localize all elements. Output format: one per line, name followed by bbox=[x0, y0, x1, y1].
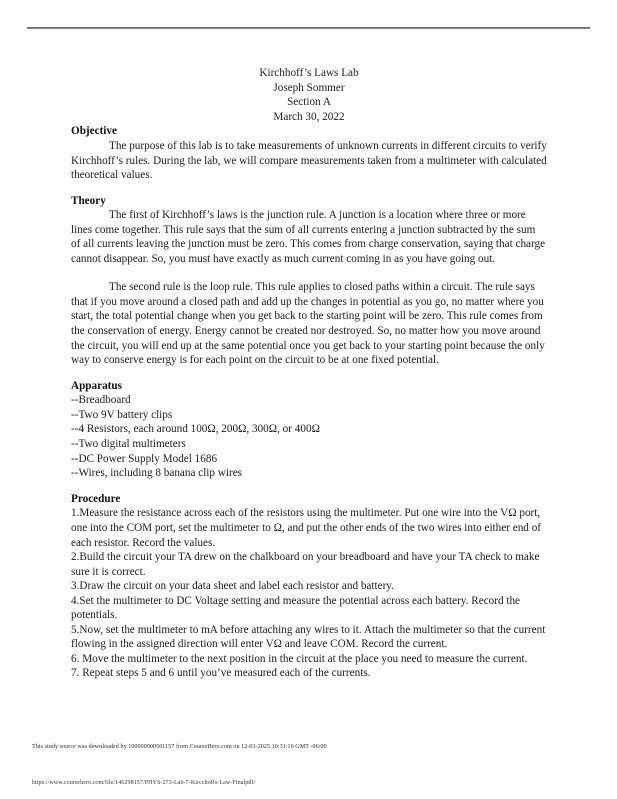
spacer bbox=[71, 368, 547, 379]
list-item: 5.Now, set the multimeter to mA before attaching any wires to it. Attach the multimeter so that the current flowing in the assigned direction will enter VΩ and leave COM. Record the current. bbox=[71, 623, 546, 651]
list-item: --Two digital multimeters bbox=[71, 438, 186, 451]
author-name: Joseph Sommer bbox=[273, 81, 345, 94]
source-url[interactable]: https://www.coursehero.com/file/146298157/PHYS-273-Lab-7-Kircchoffs-Law-Finalpdf/ bbox=[32, 780, 256, 786]
heading-objective: Objective bbox=[71, 125, 117, 138]
list-item: 2.Build the circuit your TA drew on the chalkboard on your breadboard and have your TA check to make sure it is correct. bbox=[71, 551, 540, 578]
procedure-list bbox=[71, 506, 547, 681]
list-item: 7. Repeat steps 5 and 6 until you’ve measured each of the currents. bbox=[71, 667, 371, 680]
page-top-divider bbox=[27, 27, 590, 29]
list-item: 4.Set the multimeter to DC Voltage setting and measure the potential across each battery. Record the potentials. bbox=[71, 594, 521, 622]
theory-paragraph-junction-rule: The first of Kirchhoff’s laws is the junction rule. A junction is a location where three or more lines come together. This rule says that the sum of all currents entering a junction subtracted by the sum of all currents leaving the junction must be zero. This comes from charge conservation, saying that charge cannot disappear. So, you must have exactly as much current coming in as you have going out. bbox=[71, 209, 546, 265]
title-block bbox=[71, 66, 547, 124]
heading-apparatus: Apparatus bbox=[71, 379, 122, 392]
report-date: March 30, 2022 bbox=[273, 110, 345, 123]
document-body bbox=[71, 66, 547, 681]
list-item: --4 Resistors, each around 100Ω, 200Ω, 300Ω, or 400Ω bbox=[71, 423, 320, 436]
lab-title: Kirchhoff’s Laws Lab bbox=[259, 67, 359, 79]
list-item: 1.Measure the resistance across each of the resistors using the multimeter. Put one wire into the VΩ port, one into the COM port, set the multimeter to Ω, and put the other ends of the two wires into either end of each resistor. Record the values. bbox=[71, 507, 542, 549]
list-item: --Wires, including 8 banana clip wires bbox=[71, 467, 243, 480]
theory-paragraph-loop-rule: The second rule is the loop rule. This rule applies to closed paths within a circuit. The rule says that if you move around a closed path and add up the changes in potential as you go, no matter where you start, the total potential change when you get back to the starting point will be zero. This rule comes from the conservation of energy. Energy cannot be created nor destroyed. So, no matter how you move around the circuit, you will end up at the same potential once you get back to your starting point because the only way to conserve energy is for each point on the circuit to be at one fixed potential. bbox=[71, 281, 545, 367]
spacer bbox=[71, 266, 547, 280]
list-item: 6. Move the multimeter to the next position in the circuit at the place you need to measure the current. bbox=[71, 652, 528, 665]
download-source-note: This study source was downloaded by 100000900501157 from CourseHero.com on 12-03-2025 10:31:16 GMT -06:00 bbox=[32, 744, 327, 750]
objective-paragraph: The purpose of this lab is to take measurements of unknown currents in different circuits to verify Kirchhoff’s rules. During the lab, we will compare measurements taken from a multimeter with calculated theoretical values. bbox=[71, 139, 547, 182]
course-section: Section A bbox=[287, 96, 331, 109]
list-item: --DC Power Supply Model 1686 bbox=[71, 452, 218, 465]
list-item: --Two 9V battery clips bbox=[71, 408, 173, 421]
list-item: --Breadboard bbox=[71, 394, 131, 407]
heading-theory: Theory bbox=[71, 194, 106, 207]
spacer bbox=[71, 183, 547, 194]
list-item: 3.Draw the circuit on your data sheet and label each resistor and battery. bbox=[71, 580, 394, 593]
apparatus-list bbox=[71, 393, 547, 481]
heading-procedure: Procedure bbox=[71, 492, 121, 505]
spacer bbox=[71, 481, 547, 492]
